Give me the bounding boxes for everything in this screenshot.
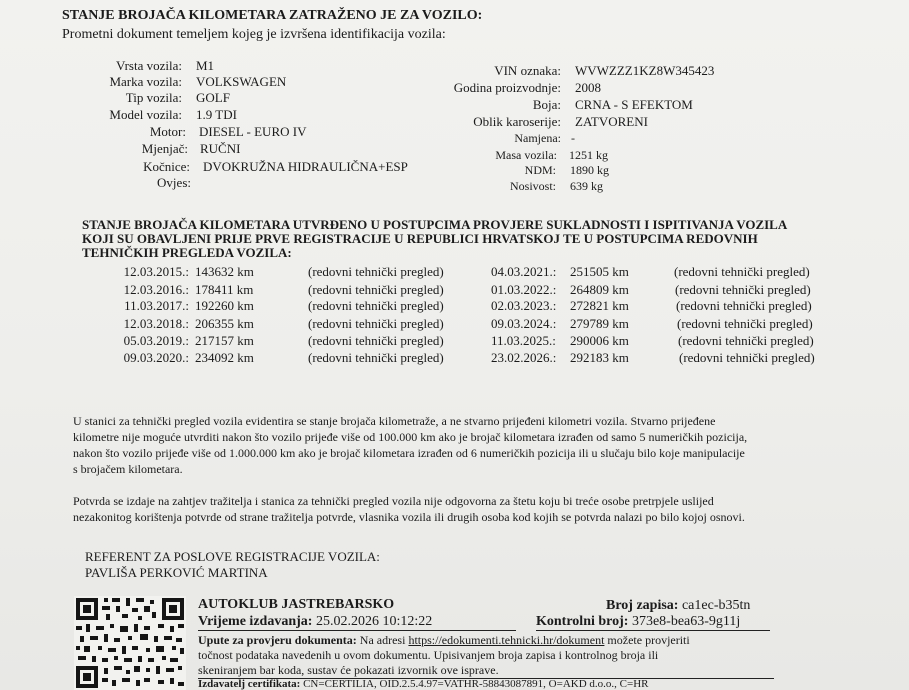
field-label: Godina proizvodnje:	[453, 80, 561, 95]
reading-type: (redovni tehnički pregled)	[674, 264, 810, 279]
reading-date: 12.03.2016.:	[123, 282, 189, 297]
reading-date: 23.02.2026.:	[491, 350, 557, 365]
control-value: 373e8-bea63-9g11j	[631, 614, 741, 629]
field-value: RUČNI	[200, 141, 241, 156]
issuer-org: AUTOKLUB JASTREBARSKO	[198, 597, 395, 612]
field-label: Model vozila:	[109, 107, 182, 122]
reading-date: 01.03.2022.:	[491, 282, 557, 297]
reading-km: 217157 km	[195, 333, 254, 348]
verify-line: točnost podataka navedenih u ovom dokumentu. Upisivanjem broja zapisa i kontrolnog broja ili	[198, 648, 659, 662]
field-label: Boja:	[532, 97, 561, 112]
verify-text: Na adresi	[359, 633, 406, 647]
field-label: Vrsta vozila:	[115, 58, 182, 73]
reading-km: 192260 km	[195, 298, 254, 313]
qr-code	[74, 596, 186, 690]
certificate-issuer	[198, 678, 648, 690]
reading-date: 09.03.2024.:	[491, 316, 557, 331]
notice-line: Potvrda se izdaje na zahtjev tražitelja i stanica za tehnički pregled vozila nije odgovorna za štetu koju bi treće osobe pretrpjele uslijed	[73, 494, 714, 508]
field-label: Ovjes:	[157, 175, 191, 190]
reading-km: 206355 km	[195, 316, 254, 331]
reading-type: (redovni tehnički pregled)	[677, 316, 813, 331]
field-label: Mjenjač:	[141, 141, 188, 156]
field-value: DVOKRUŽNA HIDRAULIČNA+ESP	[203, 159, 408, 174]
reading-type: (redovni tehnički pregled)	[675, 282, 811, 297]
field-label: Kočnice:	[143, 159, 190, 174]
verify-line: skeniranjem bar koda, sustav će pokazati izvornik ove isprave.	[198, 663, 774, 679]
reading-km: 143632 km	[195, 264, 254, 279]
field-value: -	[571, 131, 575, 145]
control-number	[536, 614, 770, 631]
notice-line: s brojačem kilometara.	[73, 462, 183, 476]
odometer-heading-line: TEHNIČKIH PREGLEDA VOZILA:	[82, 245, 292, 260]
notice-line: nakon što vozilo prijeđe više od 1.000.000 km ako je brojač kilometara izrađen od 6 numeričkih pozicija ili u slučaju bilo koje manipulacije	[73, 446, 745, 460]
notice-line: nezakonitog korištenja potvrde od strane tražitelja potvrde, vlasnika vozila ili drugih osoba kod kojih se potvrda nalazi po bilo kojoj osnovi.	[73, 510, 745, 524]
reading-km: 234092 km	[195, 350, 254, 365]
field-label: VIN oznaka:	[494, 63, 561, 78]
reading-date: 12.03.2015.:	[123, 264, 189, 279]
reading-km: 292183 km	[570, 350, 629, 365]
field-label: Motor:	[149, 124, 186, 139]
reading-date: 11.03.2017.:	[124, 298, 189, 313]
verify-instructions	[198, 633, 690, 648]
reading-km: 264809 km	[570, 282, 629, 297]
reading-km: 279789 km	[570, 316, 629, 331]
odometer-heading-line: KOJI SU OBAVLJENI PRIJE PRVE REGISTRACIJE U REPUBLICI HRVATSKOJ TE U POSTUPCIMA REDOVNIH	[82, 231, 758, 246]
field-label: Marka vozila:	[109, 74, 182, 89]
reading-type: (redovni tehnički pregled)	[308, 298, 444, 313]
reading-type: (redovni tehnički pregled)	[308, 333, 444, 348]
odometer-heading-line: STANJE BROJAČA KILOMETARA UTVRĐENO U POSTUPCIMA PROVJERE SUKLADNOSTI I ISPITIVANJA VOZILA	[82, 217, 788, 232]
reading-date: 09.03.2020.:	[123, 350, 189, 365]
referent-name: PAVLIŠA PERKOVIĆ MARTINA	[85, 565, 268, 580]
record-number	[606, 598, 750, 614]
document-title: STANJE BROJAČA KILOMETARA ZATRAŽENO JE ZA VOZILO:	[62, 8, 483, 23]
control-label: Kontrolni broj:	[536, 614, 629, 629]
reading-type: (redovni tehnički pregled)	[676, 298, 812, 313]
document-subtitle: Prometni dokument temeljem kojeg je izvršena identifikacija vozila:	[62, 27, 446, 42]
field-value: VOLKSWAGEN	[196, 74, 287, 89]
notice-line: kilometre nije moguće utvrditi nakon što vozilo prijeđe više od 100.000 km ako je brojač kilometara izrađen od samo 5 numeričkih pozicija,	[73, 430, 748, 444]
reading-km: 272821 km	[570, 298, 629, 313]
record-label: Broj zapisa:	[606, 598, 679, 613]
field-label: Oblik karoserije:	[473, 114, 561, 129]
reading-date: 04.03.2021.:	[491, 264, 557, 279]
field-label: Tip vozila:	[125, 90, 182, 105]
record-value: ca1ec-b35tn	[681, 598, 751, 613]
field-value: M1	[196, 58, 215, 73]
verify-link[interactable]: https://edokumenti.tehnicki.hr/dokument	[408, 633, 605, 647]
notice-line: U stanici za tehnički pregled vozila evidentira se stanje brojača kilometraže, a ne stvarno prijeđeni kilometri vozila. Stvarno prijeđene	[73, 414, 716, 428]
reading-type: (redovni tehnički pregled)	[308, 282, 444, 297]
reading-date: 05.03.2019.:	[123, 333, 189, 348]
reading-date: 02.03.2023.:	[491, 298, 557, 313]
reading-km: 290006 km	[570, 333, 629, 348]
reading-type: (redovni tehnički pregled)	[679, 350, 815, 365]
reading-type: (redovni tehnički pregled)	[308, 316, 444, 331]
field-value: 1251 kg	[569, 148, 608, 162]
field-label: NDM:	[524, 163, 556, 177]
reading-type: (redovni tehnički pregled)	[308, 350, 444, 365]
verify-text: možete provjeriti	[607, 633, 690, 647]
field-label: Namjena:	[514, 131, 561, 145]
issue-time	[198, 614, 516, 631]
field-label: Nosivost:	[509, 179, 556, 193]
verify-label: Upute za provjeru dokumenta:	[198, 633, 357, 647]
reading-type: (redovni tehnički pregled)	[678, 333, 814, 348]
reading-type: (redovni tehnički pregled)	[308, 264, 444, 279]
issue-time-value: 25.02.2026 10:12:22	[315, 614, 433, 629]
field-value: DIESEL - EURO IV	[199, 124, 307, 139]
field-value: 639 kg	[570, 179, 603, 193]
field-value: 1.9 TDI	[196, 107, 237, 122]
field-value: 1890 kg	[570, 163, 609, 177]
reading-date: 11.03.2025.:	[491, 333, 556, 348]
field-value: GOLF	[196, 90, 230, 105]
vin-value: WVWZZZ1KZ8W345423	[575, 63, 715, 78]
field-value: CRNA - S EFEKTOM	[575, 97, 693, 112]
referent-label: REFERENT ZA POSLOVE REGISTRACIJE VOZILA:	[85, 549, 380, 564]
field-value: ZATVORENI	[575, 114, 648, 129]
cert-label: Izdavatelj certifikata:	[198, 678, 301, 690]
field-label: Masa vozila:	[495, 148, 557, 162]
reading-km: 251505 km	[570, 264, 629, 279]
cert-value: CN=CERTILIA, OID.2.5.4.97=VATHR-58843087891, O=AKD d.o.o., C=HR	[303, 678, 649, 690]
reading-km: 178411 km	[195, 282, 254, 297]
issue-time-label: Vrijeme izdavanja:	[198, 614, 313, 629]
reading-date: 12.03.2018.:	[123, 316, 189, 331]
field-value: 2008	[575, 80, 601, 95]
